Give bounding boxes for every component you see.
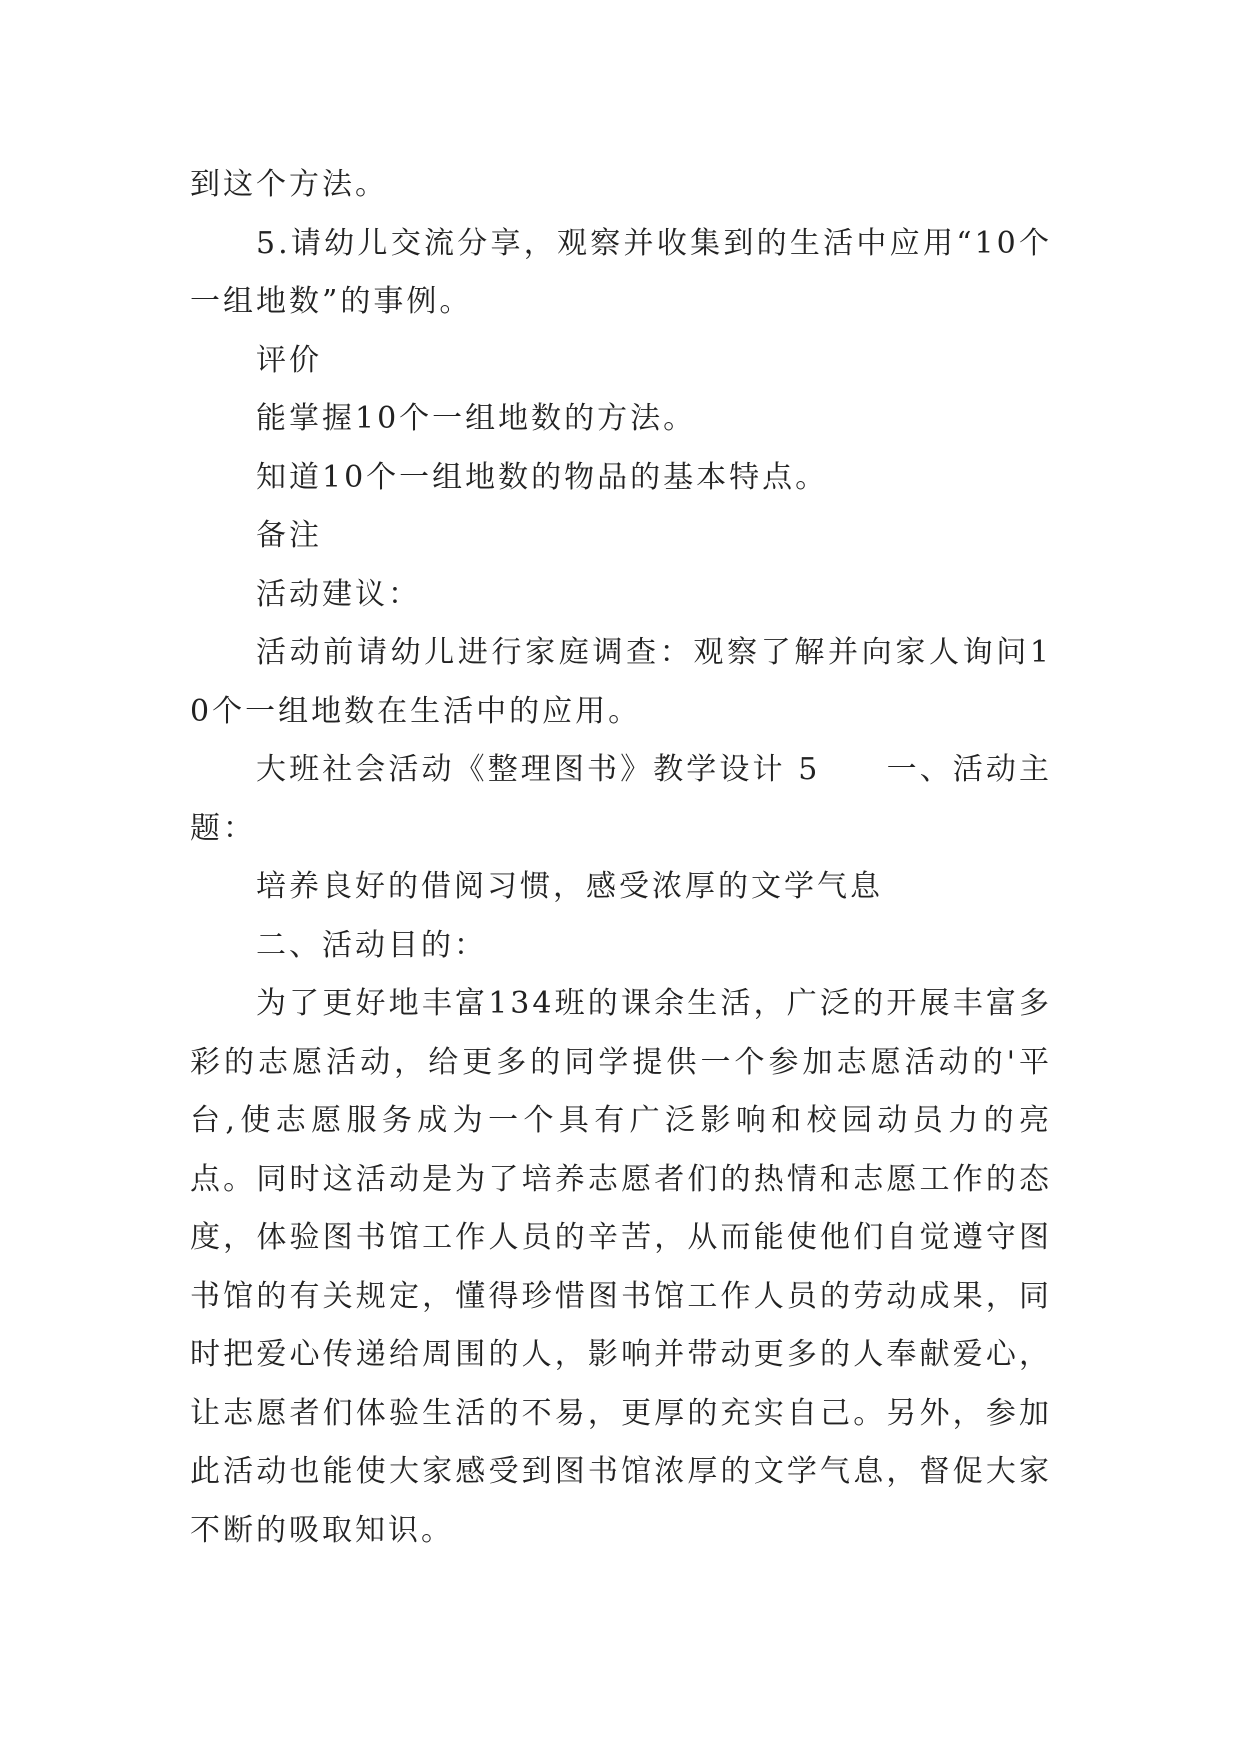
document-body [190, 156, 1052, 1560]
heading-activity-suggestions: 活动建议： [256, 576, 421, 612]
paragraph-step-5: 5.请幼儿交流分享，观察并收集到的生活中应用“10个一组地数”的事例。 [190, 225, 1052, 319]
evaluation-item-2: 知道10个一组地数的物品的基本特点。 [256, 459, 829, 495]
heading-evaluation: 评价 [256, 342, 322, 378]
paragraph-suggestion: 活动前请幼儿进行家庭调查：观察了解并向家人询问10个一组地数在生活中的应用。 [190, 635, 1052, 729]
paragraph-theme: 培养良好的借阅习惯，感受浓厚的文学气息 [256, 869, 883, 904]
heading-activity-purpose: 二、活动目的： [256, 927, 487, 963]
evaluation-item-1: 能掌握10个一组地数的方法。 [256, 401, 697, 436]
paragraph-continuation: 到这个方法。 [190, 167, 388, 202]
paragraph-purpose: 为了更好地丰富134班的课余生活，广泛的开展丰富多彩的志愿活动，给更多的同学提供一个参加志愿活动的'平台,使志愿服务成为一个具有广泛影响和校园动员力的亮点。同时这活动是为了培养志愿者们的热情和志愿工作的态度，体验图书馆工作人员的辛苦，从而能使他们自觉遵守图书馆的有关规定，懂得珍惜图书馆工作人员的劳动成果，同时把爱心传递给周围的人，影响并带动更多的人奉献爱心，让志愿者们体验生活的不易，更厚的充实自己。另外，参加此活动也能使大家感受到图书馆浓厚的文学气息，督促大家不断的吸取知识。 [190, 986, 1052, 1548]
section-title-and-theme-heading: 大班社会活动《整理图书》教学设计 5 一、活动主题： [190, 752, 1052, 846]
heading-notes: 备注 [256, 518, 322, 553]
